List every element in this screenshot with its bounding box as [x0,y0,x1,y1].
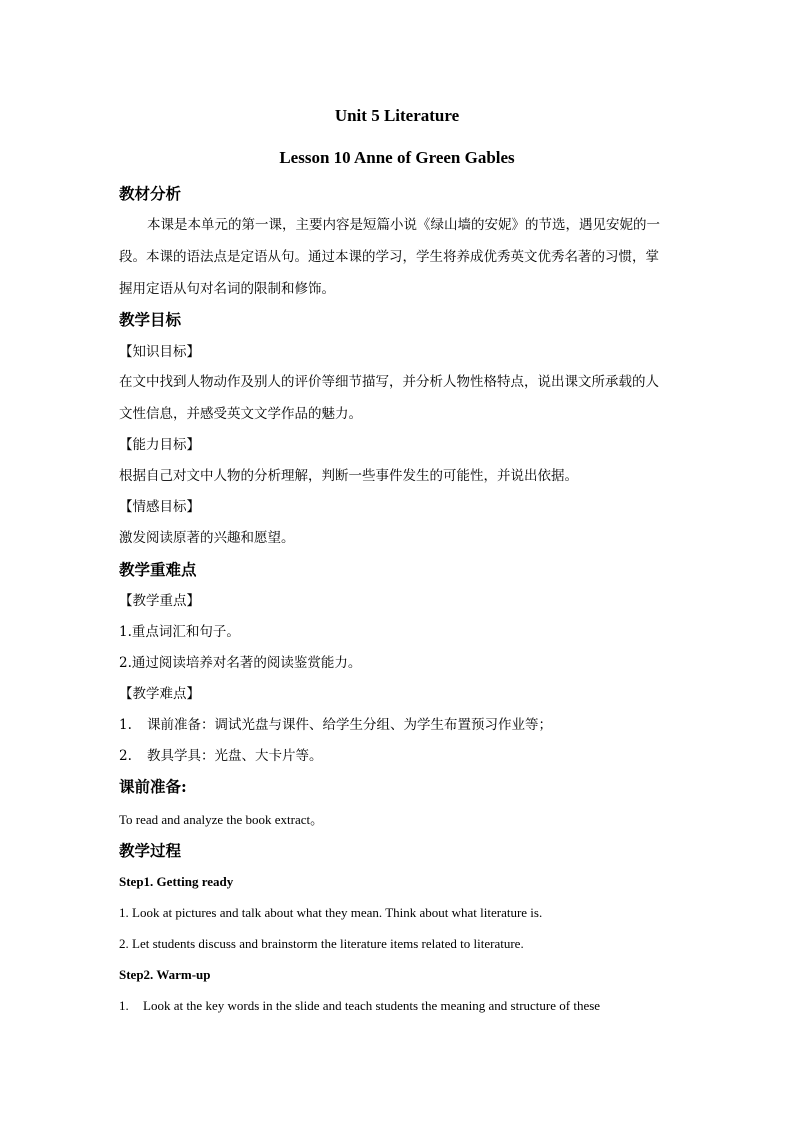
analysis-line-1: 本课是本单元的第一课，主要内容是短篇小说《绿山墙的安妮》的节选，遇见安妮的一 [147,217,660,233]
difficulty-label: 【教学难点】 [119,686,200,702]
unit-title: Unit 5 Literature [334,106,460,125]
keypoints-heading: 教学重难点 [119,560,197,579]
analysis-heading: 教材分析 [119,184,182,203]
preparation-heading: 课前准备: [119,777,187,796]
objectives-heading: 教学目标 [119,310,182,329]
difficulty-item-1 [119,716,679,734]
emotion-label: 【情感目标】 [119,499,200,515]
analysis-line-3: 握用定语从句对名词的限制和修饰。 [119,281,335,297]
step2-item-1 [119,997,679,1015]
lesson-title: Lesson 10 Anne of Green Gables [279,148,515,167]
focus-item-1: 1.重点词汇和句子。 [119,624,240,640]
ability-line: 根据自己对文中人物的分析理解，判断一些事件发生的可能性，并说出依据。 [119,468,578,484]
difficulty-item-2-number: 2. [119,748,132,764]
analysis-line-2: 段。本课的语法点是定语从句。通过本课的学习，学生将养成优秀英文优秀名著的习惯，掌 [119,249,659,265]
step2-item-1-text: Look at the key words in the slide and teach students the meaning and structure of these [143,998,601,1013]
difficulty-item-2 [119,747,679,765]
ability-label: 【能力目标】 [119,437,200,453]
process-heading: 教学过程 [119,841,182,860]
step1-title: Step1. Getting ready [119,874,234,889]
difficulty-item-1-text: 课前准备：调试光盘与课件、给学生分组、为学生布置预习作业等； [147,717,552,733]
step1-item-1: 1. Look at pictures and talk about what they mean. Think about what literature is. [119,905,543,920]
focus-item-2: 2.通过阅读培养对名著的阅读鉴赏能力。 [119,655,362,671]
emotion-line: 激发阅读原著的兴趣和愿望。 [119,530,295,546]
knowledge-line-2: 文性信息，并感受英文文学作品的魅力。 [119,406,362,422]
knowledge-line-1: 在文中找到人物动作及别人的评价等细节描写，并分析人物性格特点，说出课文所承载的人 [119,374,659,390]
step2-title: Step2. Warm-up [119,967,211,982]
knowledge-label: 【知识目标】 [119,344,200,360]
focus-label: 【教学重点】 [119,593,200,609]
step1-item-2: 2. Let students discuss and brainstorm the literature items related to literature. [119,936,524,951]
step2-item-1-number: 1. [119,998,129,1013]
preparation-line: To read and analyze the book extract。 [119,812,324,827]
difficulty-item-1-number: 1. [119,717,132,733]
difficulty-item-2-text: 教具学具：光盘、大卡片等。 [147,748,323,764]
